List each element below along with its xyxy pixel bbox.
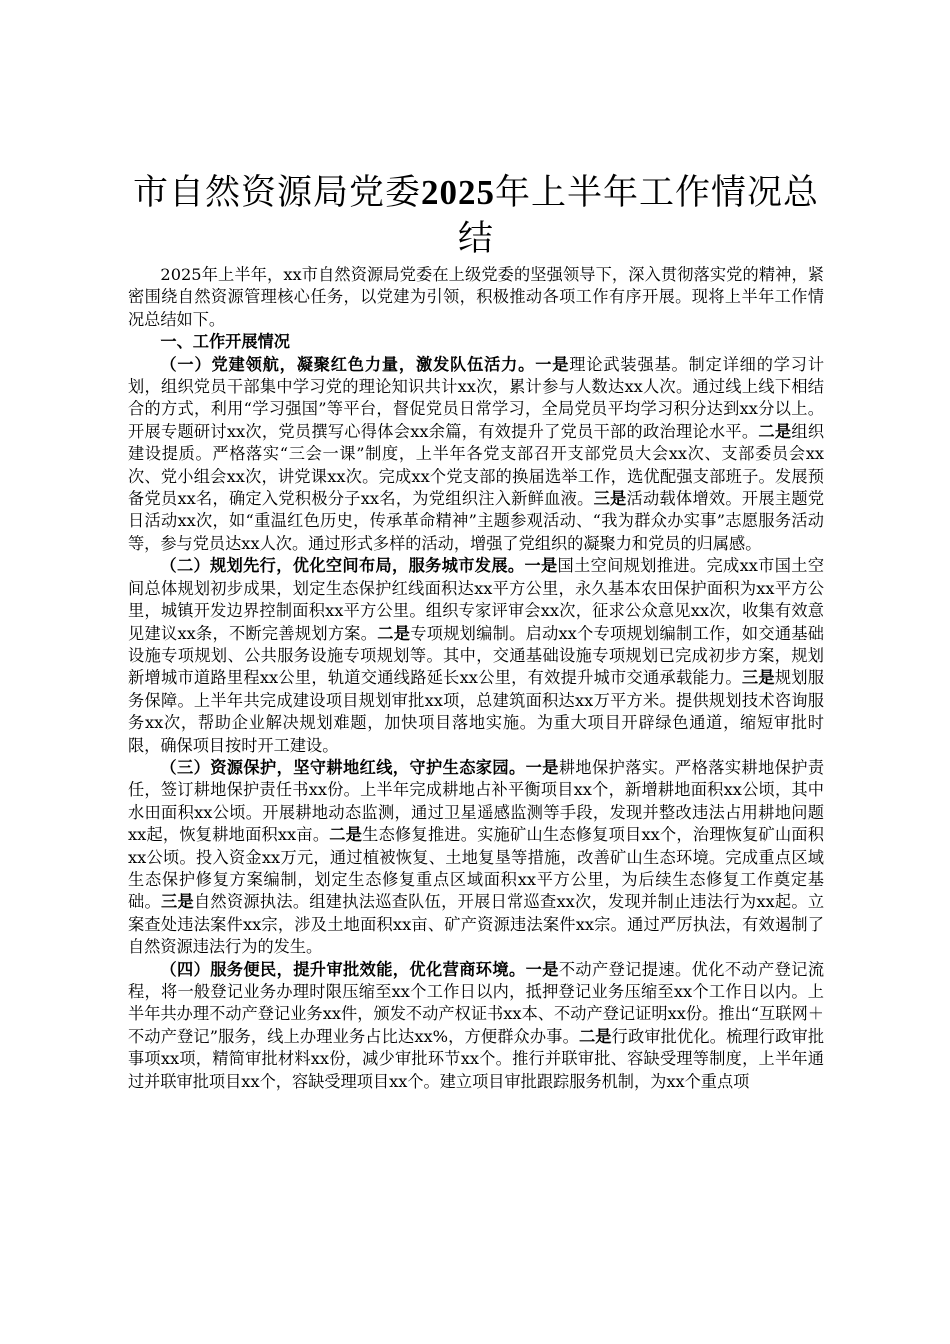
item-text: 耕地保护落实。严格落实耕地保护责任，签订耕地保护责任书xx份。上半年完成耕地占补平衡项目xx个，新增耕地面积xx公顷，其中水田面积xx公顷。开展耕地动态监测，通过卫星遥感监测等手段，发现并整改违法占用耕地问题xx起，恢复耕地面积xx亩。 — [128, 757, 825, 845]
document-title — [128, 170, 824, 262]
item-text: 行政审批优化。梳理行政审批事项xx项，精简审批材料xx份，减少审批环节xx个。推行并联审批、容缺受理等制度，上半年通过并联审批项目xx个，容缺受理项目xx个。建立项目审批跟踪服务机制，为xx个重点项 — [128, 1026, 825, 1091]
subsection-resource-protection — [128, 757, 824, 959]
item-label: 一是 — [525, 757, 559, 777]
item-text: 不动产登记提速。优化不动产登记流程，将一般登记业务办理时限压缩至xx个工作日以内，抵押登记业务压缩至xx个工作日以内。上半年共办理不动产登记业务xx件，颁发不动产权证书xx本、不动产登记证明xx份。推出“互联网＋不动产登记”服务，线上办理业务占比达xx%，方便群众办事。 — [128, 959, 825, 1046]
item-label: 一是 — [525, 959, 559, 979]
item-text: 专项规划编制。启动xx个专项规划编制工作，如交通基础设施专项规划、公共服务设施专项规划等。其中，交通基础设施专项规划已完成初步方案，规划新增城市道路里程xx公里，轨道交通线路延长xx公里，有效提升城市交通承载能力。 — [128, 623, 824, 688]
subsection-service — [128, 959, 824, 1093]
item-label: 二是 — [578, 1026, 612, 1046]
item-label: 三是 — [160, 892, 194, 912]
item-label: 二是 — [758, 421, 792, 441]
item-text: 理论武装强基。制定详细的学习计划，组织党员干部集中学习党的理论知识共计xx次，累计参与人数达xx人次。通过线上线下相结合的方式，利用“学习强国”等平台，督促党员日常学习，全局党员平均学习积分达到xx分以上。开展专题研讨xx次，党员撰写心得体会xx余篇，有效提升了党员干部的政治理论水平。 — [128, 354, 825, 441]
subsection-heading: （一）党建领航，凝聚红色力量，激发队伍活力。 — [160, 354, 536, 374]
item-text: 活动载体增效。开展主题党日活动xx次，如“重温红色历史，传承革命精神”主题参观活动、“我为群众办实事”志愿服务活动等，参与党员达xx人次。通过形式多样的活动，增强了党组织的凝聚力和党员的归属感。 — [128, 489, 825, 553]
item-text: 自然资源执法。组建执法巡查队伍，开展日常巡查xx次，发现并制止违法行为xx起。立案查处违法案件xx宗，涉及土地面积xx亩、矿产资源违法案件xx宗。通过严厉执法，有效遏制了自然资源违法行为的发生。 — [128, 892, 825, 957]
item-text: 国土空间规划推进。完成xx市国土空间总体规划初步成果，划定生态保护红线面积达xx平方公里，永久基本农田保护面积为xx平方公里，城镇开发边界控制面积xx平方公里。组织专家评审会xx次，征求公众意见xx次，收集有效意见建议xx条，不断完善规划方案。 — [128, 556, 825, 643]
item-label: 一是 — [535, 354, 570, 374]
title-year: 2025 — [421, 173, 495, 212]
document-page — [128, 170, 824, 1093]
item-text: 组织建设提质。严格落实“三会一课”制度，上半年各党支部召开支部党员大会xx次、支部委员会xx次、党小组会xx次，讲党课xx次。完成xx个党支部的换届选举工作，选优配强支部班子。发展预备党员xx名，确定入党积极分子xx名，为党组织注入新鲜血液。 — [128, 421, 825, 509]
section-heading-work: 一、工作开展情况 — [160, 332, 290, 352]
item-text: 生态修复推进。实施矿山生态修复项目xx个，治理恢复矿山面积xx公顷。投入资金xx万元，通过植被恢复、土地复垦等措施，改善矿山生态环境。完成重点区域生态保护修复方案编制，划定生态修复重点区域面积xx平方公里，为后续生态修复工作奠定基础。 — [128, 825, 824, 912]
item-label: 二是 — [329, 825, 363, 845]
item-label: 一是 — [524, 556, 558, 576]
title-part-1: 市自然资源局党委 — [132, 173, 421, 212]
intro-paragraph: 2025年上半年，xx市自然资源局党委在上级党委的坚强领导下，深入贯彻落实党的精神，紧密围绕自然资源管理核心任务，以党建为引领，积极推动各项工作有序开展。现将上半年工作情况总结如下。 — [128, 265, 824, 329]
item-text: 规划服务保障。上半年共完成建设项目规划审批xx项，总建筑面积达xx万平方米。提供规划技术咨询服务xx次，帮助企业解决规划难题，加快项目落地实施。为重大项目开辟绿色通道，缩短审批时限，确保项目按时开工建设。 — [128, 668, 825, 755]
subsection-planning — [128, 555, 824, 757]
subsection-party-building — [128, 354, 824, 556]
item-label: 三是 — [741, 668, 775, 688]
subsection-heading: （三）资源保护，坚守耕地红线，守护生态家园。 — [160, 757, 526, 777]
item-label: 三是 — [593, 489, 627, 509]
title-part-2: 年上半年工作情况总结 — [457, 173, 820, 258]
subsection-heading: （四）服务便民，提升审批效能，优化营商环境。 — [160, 959, 526, 979]
subsection-heading: （二）规划先行，优化空间布局，服务城市发展。 — [160, 556, 525, 576]
item-label: 二是 — [377, 623, 411, 643]
